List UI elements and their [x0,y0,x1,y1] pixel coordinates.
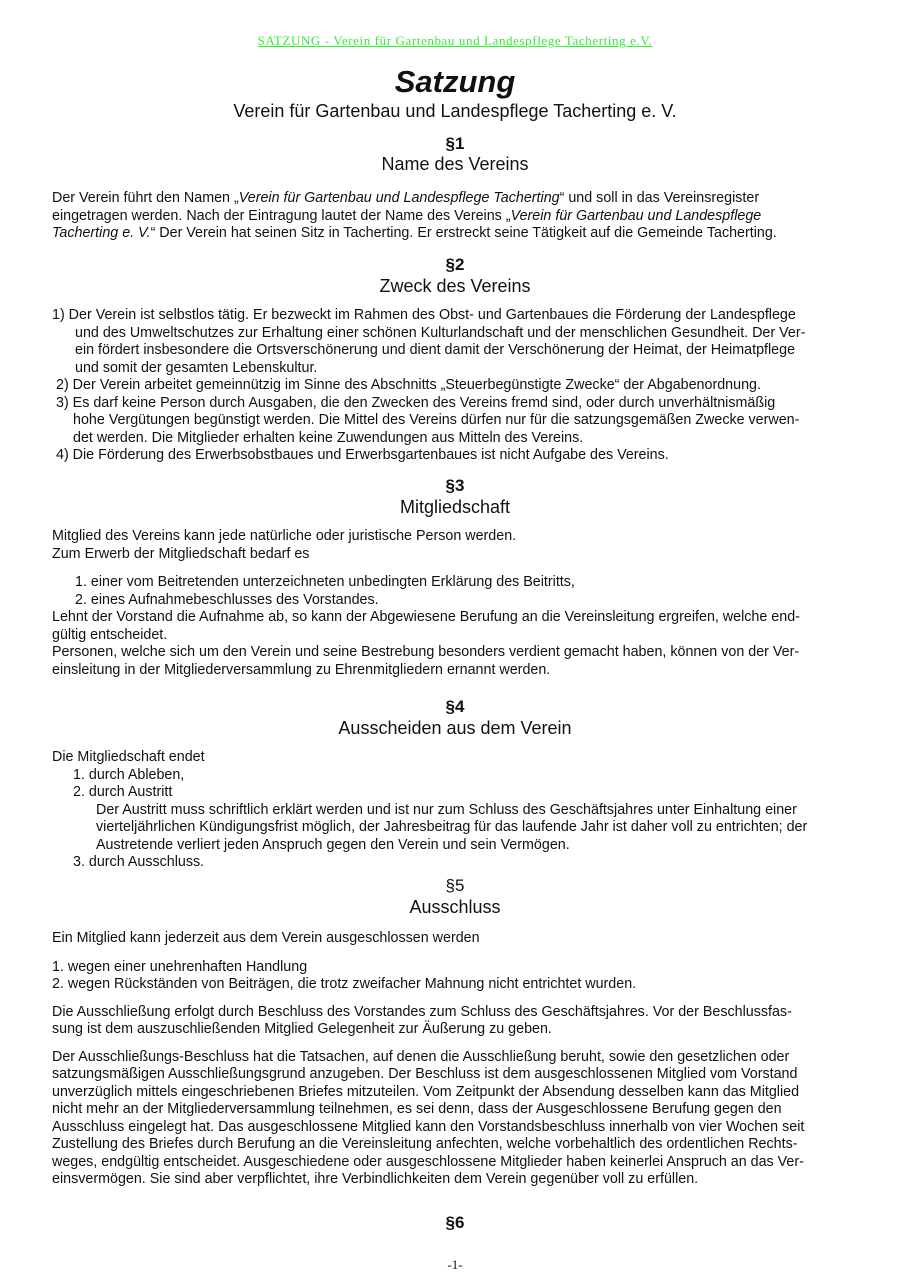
text-line: weges, endgültig entscheidet. Ausgeschiedene oder ausgeschlossene Mitglieder haben keinerlei Anspruch an das Ver- [52,1153,804,1170]
text-line: det werden. Die Mitglieder erhalten keine Zuwendungen aus Mitteln des Vereins. [73,429,584,446]
list-item: 1. wegen einer unehrenhaften Handlung [52,958,308,975]
italic-name: Verein für Gartenbau und Landespflege Tacherting [238,190,560,206]
text-line: Die Ausschließung erfolgt durch Beschluss des Vorstandes zum Schluss des Geschäftsjahres. Vor der Beschlussfas- [52,1003,792,1020]
text: “ Der Verein hat seinen Sitz in Tacherting. Er erstreckt seine Tätigkeit auf die Gemeinde Tacherting. [150,225,777,241]
section-4-number: §4 [445,697,465,716]
list-item: 1. durch Ableben, [73,766,185,783]
text-line [52,208,777,226]
text-line: einsleitung in der Mitgliederversammlung zu Ehrenmitgliedern ernannt werden. [52,661,551,678]
section-1-title: Name des Vereins [381,154,529,174]
text-line: Ausschluss eingelegt hat. Das ausgeschlossene Mitglied kann den Vorstandsbeschluss innerhalb von vier Wochen seit [52,1118,805,1135]
section-3-title: Mitgliedschaft [399,497,511,517]
text-line: Mitglied des Vereins kann jede natürliche oder juristische Person werden. [52,528,517,544]
text-line: Ein Mitglied kann jederzeit aus dem Verein ausgeschlossen werden [52,930,480,946]
text-line: nicht mehr an der Mitgliederversammlung teilnehmen, es sei denn, dass der Ausgeschlossene Berufung gegen den [52,1101,782,1117]
text: Der Verein führt den Namen „ [52,190,239,206]
text-line [52,225,777,243]
page-number: -1- [447,1257,463,1272]
list-item: 3. durch Ausschluss. [73,854,205,870]
list-item: 2. wegen Rückständen von Beiträgen, die trotz zweifacher Mahnung nicht entrichtet wurden. [52,976,637,992]
list-item: 2) Der Verein arbeitet gemeinnützig im Sinne des Abschnitts „Steuerbegünstigte Zwecke“ der Abgabenordnung. [56,377,761,393]
section-5-text [52,930,804,1189]
document-subtitle: Verein für Gartenbau und Landespflege Tacherting e. V. [233,101,677,121]
text-line: Zum Erwerb der Mitgliedschaft bedarf es [52,545,310,562]
italic-name: Verein für Gartenbau und Landespflege [510,207,762,224]
section-2-list [52,307,805,465]
section-4-text [52,749,807,872]
list-item: 2. eines Aufnahmebeschlusses des Vorstandes. [75,591,379,608]
text-line: sung ist dem auszuschließenden Mitglied Gelegenheit zur Äußerung zu geben. [52,1021,552,1037]
list-item: 3) Es darf keine Person durch Ausgaben, die den Zwecken des Vereins fremd sind, oder durch unverhältnismäßig [56,394,776,411]
text-line: Der Austritt muss schriftlich erklärt werden und ist nur zum Schluss des Geschäftsjahres unter Einhaltung einer [96,801,797,818]
text-line: Austretende verliert jeden Anspruch gegen den Verein und sein Vermögen. [96,836,570,853]
text-line: ein fördert insbesondere die Ortsverschönerung und dient damit der Verschönerung der Heimat, der Heimatpflege [75,342,796,358]
text-line: und des Umweltschutzes zur Erhaltung einer schönen Kulturlandschaft und der menschlichen Gesundheit. Der Ver- [75,324,806,341]
section-5-number: §5 [445,876,465,895]
section-3-number: §3 [445,476,465,495]
text: eingetragen werden. Nach der Eintragung lautet der Name des Vereins „ [52,207,511,224]
section-6-number: §6 [445,1213,465,1232]
list-item: 4) Die Förderung des Erwerbsobstbaues und Erwerbsgartenbaues ist nicht Aufgabe des Vereins. [56,447,669,463]
text-line: gültig entscheidet. [52,626,168,643]
text-line: unverzüglich mittels eingeschriebenen Briefes mitzuteilen. Vom Zeitpunkt der Absendung desselben kann das Mitglied [52,1083,800,1100]
section-4-title: Ausscheiden aus dem Verein [338,718,572,738]
section-3-text [52,528,800,679]
text-line: und somit der gesamten Lebenskultur. [75,359,318,376]
text-line: hohe Vergütungen begünstigt werden. Die Mittel des Vereins dürfen nur für die satzungsgemäßen Zwecke verwen- [73,412,800,428]
list-item: 1. einer vom Beitretenden unterzeichneten unbedingten Erklärung des Beitritts, [75,574,575,590]
text-line: Die Mitgliedschaft endet [52,749,205,765]
running-header: SATZUNG - Verein für Gartenbau und Landespflege Tacherting e.V. [257,33,653,48]
italic-name: Tacherting e. V. [52,225,151,241]
list-item: 2. durch Austritt [73,784,173,800]
text: “ und soll in das Vereinsregister [559,190,760,206]
list-item: 1) Der Verein ist selbstlos tätig. Er bezweckt im Rahmen des Obst- und Gartenbaues die Förderung der Landespflege [52,307,796,323]
text-line: vierteljährlichen Kündigungsfrist möglich, der Jahresbeitrag für das laufende Jahr ist daher voll zu entrichten; der [96,819,808,835]
section-1-paragraph [52,190,777,243]
section-2-number: §2 [445,255,465,274]
text-line: Der Ausschließungs-Beschluss hat die Tatsachen, auf denen die Ausschließung beruht, sowie den gesetzlichen oder [52,1048,790,1065]
text-line: einsvermögen. Sie sind aber verpflichtet, ihre Verbindlichkeiten dem Verein gegenüber voll zu erfüllen. [52,1171,699,1187]
text-line: Personen, welche sich um den Verein und seine Bestrebung besonders verdient gemacht haben, können von der Ver- [52,644,800,660]
section-5-title: Ausschluss [409,897,501,917]
text-line: Zustellung des Briefes durch Berufung an die Vereinsleitung anfechten, welche vorbehaltlich des ordentlichen Rechts- [52,1136,798,1152]
document-title: Satzung [394,64,516,99]
text-line [52,190,777,208]
section-1-number: §1 [445,134,465,153]
text-line: Lehnt der Vorstand die Aufnahme ab, so kann der Abgewiesene Berufung an die Vereinsleitung ergreifen, welche end- [52,609,800,625]
section-2-title: Zweck des Vereins [379,276,531,296]
text-line: satzungsmäßigen Ausschließungsgrund anzugeben. Der Beschluss ist dem ausgeschlossenen Mitglied vom Vorstand [52,1066,798,1082]
